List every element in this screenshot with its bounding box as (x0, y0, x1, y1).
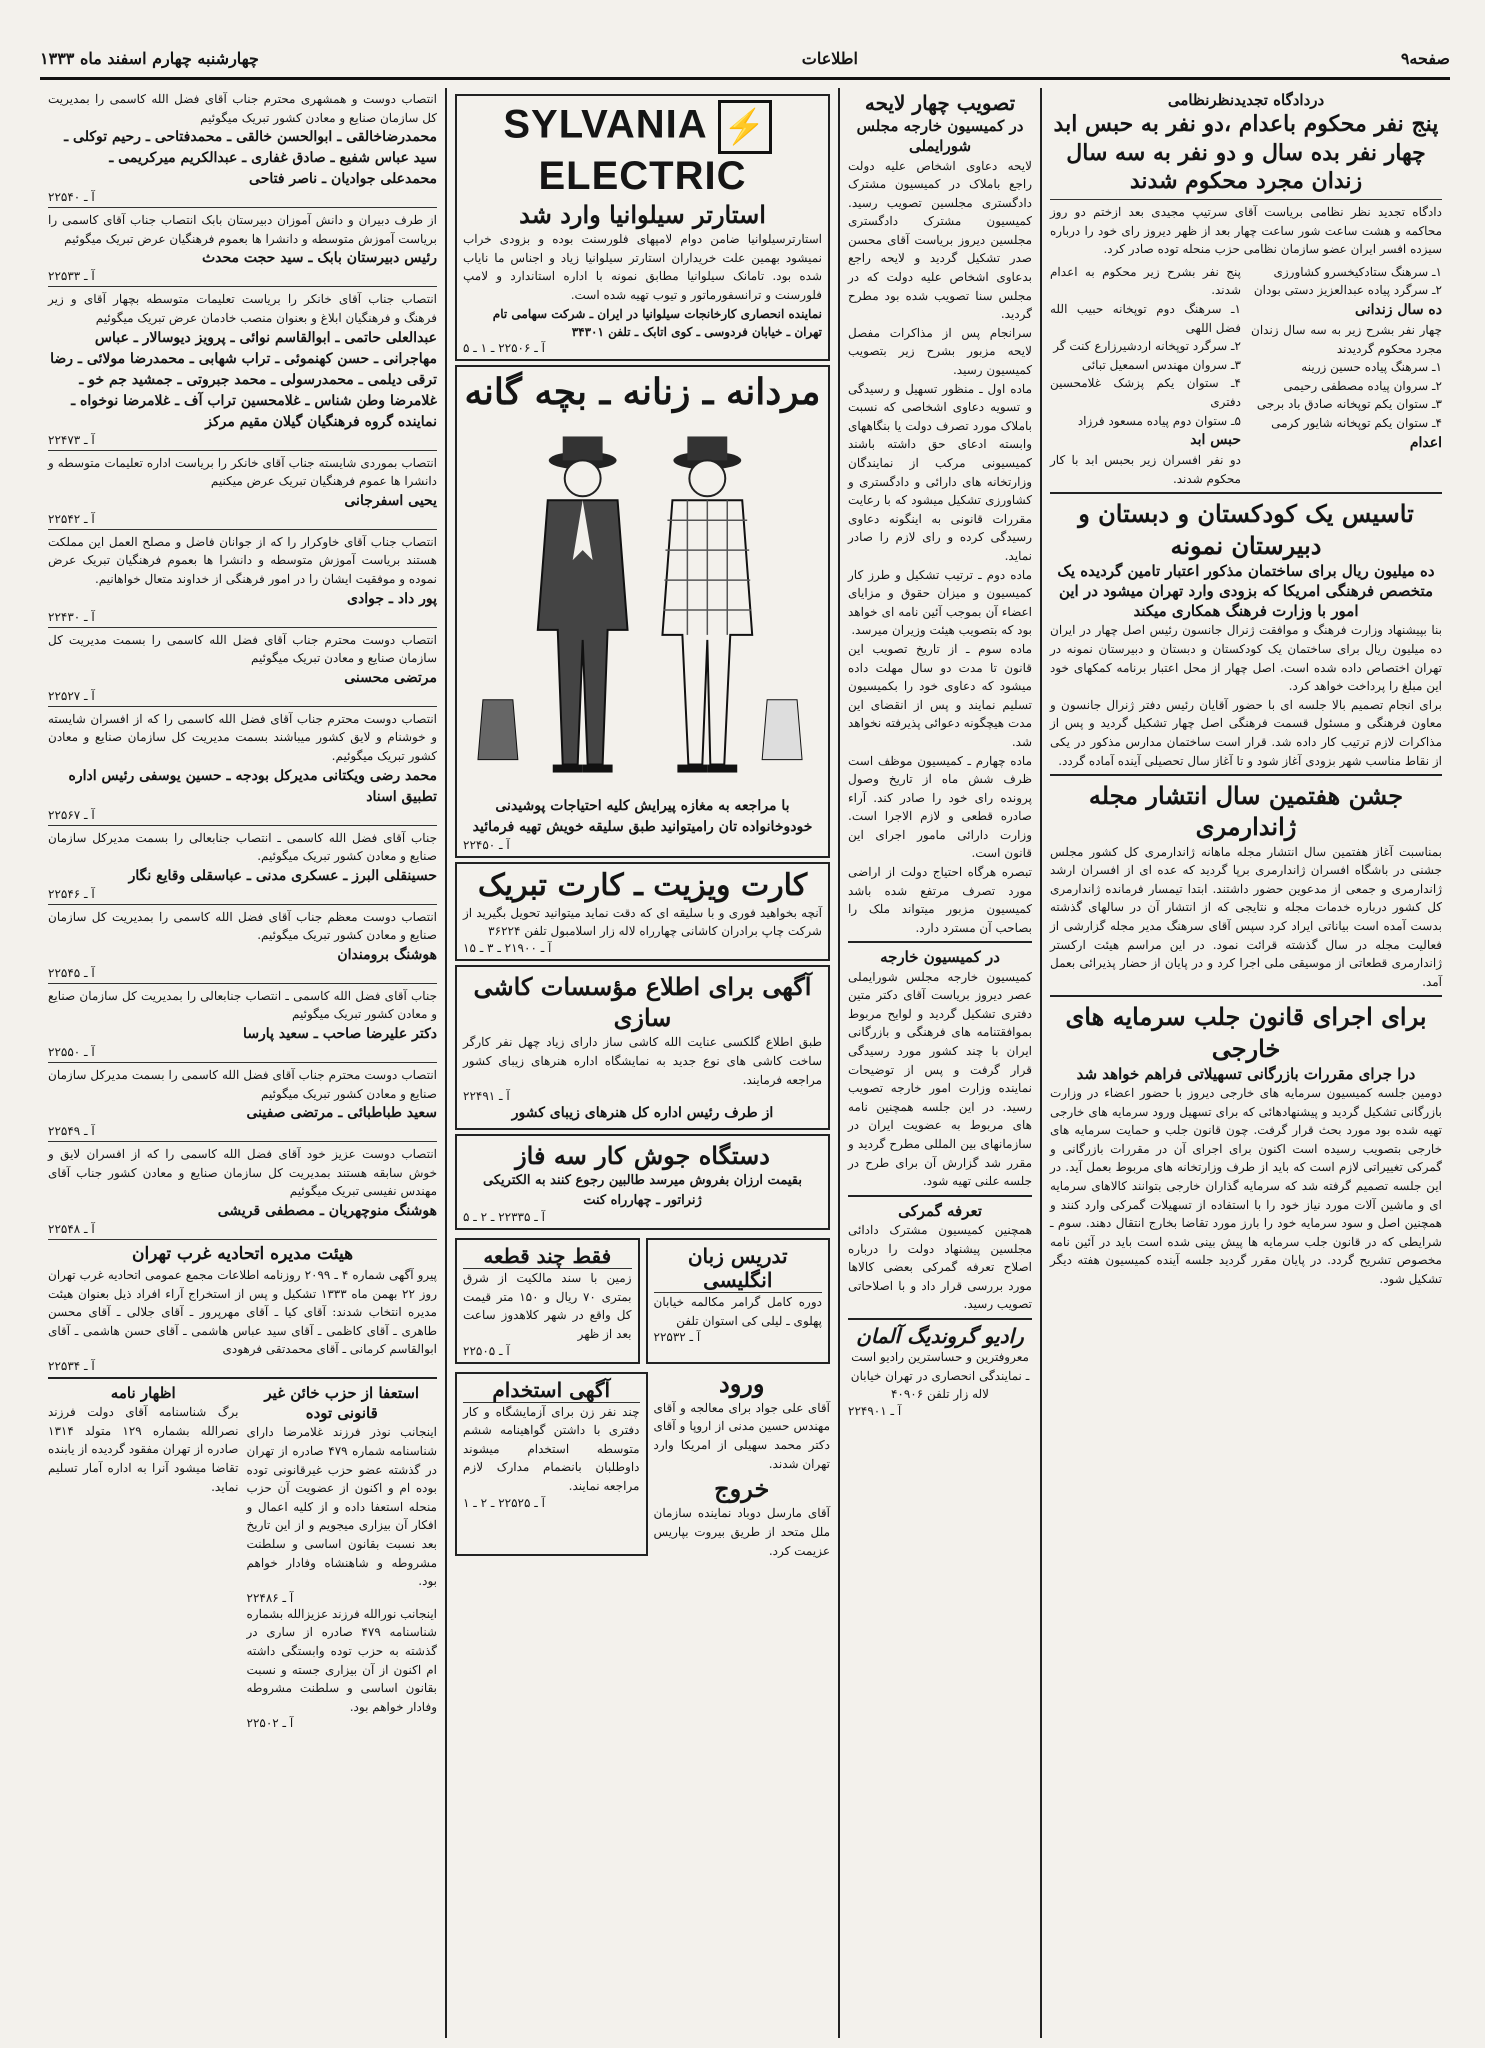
section-text: آقای مارسل دوباد نماینده سازمان ملل متحد از طریق بیروت بپاریس عزیمت کرد. (653, 1506, 830, 1558)
notice-text: انتصاب دوست محترم جناب آقای فضل الله کاسمی را بسمت مدیریت کل سازمان صنایع و معادن تبریک میگوئیم (48, 632, 437, 666)
small-ads-row (455, 1234, 830, 1367)
notice-code: آ ـ ۲۲۵۴۰ (48, 190, 95, 205)
newspaper-name: اطلاعات (801, 49, 858, 68)
resignation-notice (247, 1383, 438, 1730)
notice-text: انتصاب دوست و همشهری محترم جناب آقای فضل الله کاسمی را بمدیریت کل سازمان صنایع و معادن کشور تبریک میگوئیم (48, 92, 437, 125)
notice-code: آ ـ ۲۲۵۲۷ (48, 688, 95, 703)
section-label: حبس ابد (1190, 432, 1241, 449)
notice-code: آ ـ ۲۲۵۴۸ (48, 1222, 95, 1237)
ad-code: آ ـ ۲۲۴۹۰۱ (848, 1403, 902, 1418)
union-title: هیئت مدیره اتحادیه غرب تهران (131, 1244, 354, 1265)
ad-code: آ ـ ۲۲۵۰۶ ـ ۱ ـ ۵ (463, 340, 545, 355)
notice-text: انتصاب دوست محترم جناب آقای فضل الله کاسمی را بسمت مدیرکل سازمان صنایع و معادن کشور تبریک میگوئیم (48, 1068, 437, 1101)
article-headline: پنج نفر محکوم باعدام ،دو نفر به حبس ابد چهار نفر بده سال و دو نفر به سه سال زندان مجرد محکوم شدند (1053, 111, 1439, 195)
union-text: پیرو آگهی شماره ۴ ـ ۲۰۹۹ روزنامه اطلاعات مجمع عمومی اتحادیه غرب تهران روز ۲۲ بهمن ماه ۱۳۳۳ تشکیل و پس از استخراج آراء افراد ذیل بعنوان هیئت مدیره انتخاب شدند: آقای کیا ـ آقای مهرپرور ـ آقای جلالی ـ آقای محسن طاهری ـ آقای کاظمی ـ آقای سید عباس هاشمی ـ آقای حسن هاشمی ـ آقای ابوالقاسم کرمانی ـ آقای محمدتقی فرهودی (48, 1267, 437, 1357)
notice-text: انتصاب جناب آقای خاوکرار را که از جوانان فاضل و مصلح العمل این مملکت هستند بریاست آموزش متوسطه و دانشرا ها بعموم فرهنگیان تبریک عرض نموده و موفقیت ایشان را در امور فرهنگی از خداوند متعال خواهانیم. (48, 534, 437, 586)
article-subheadline: ده میلیون ریال برای ساختمان مذکور اعتبار تامین گردیده یک متخصص فرهنگی امریکا که بزودی وارد تهران میشود در این امور با وزارت فرهنگ همکاری میکند (1057, 561, 1435, 621)
notice-names: هوشنگ منوچهریان ـ مصطفی قریشی (217, 1203, 437, 1220)
article-body: دادگاه تجدید نظر نظامی بریاست آقای سرتیپ مجیدی بعد ازختم دو روز محاکمه و هشت ساعت شور ساعت چهار بعد از ظهر دیروز رای خود را درباره سیزده افسر ایران عضو سازمان نظامی حزب منحله توده صادر کرد. (1050, 205, 1442, 257)
notice (48, 1066, 437, 1142)
list-item: ۳ـ ستوان یکم توپخانه صادق باد برجی (1256, 397, 1442, 412)
notice (48, 290, 437, 450)
list-item: ده سال زندانی (1355, 302, 1442, 318)
ad-code: آ ـ ۲۲۳۳۵ ـ ۲ ـ ۵ (463, 1210, 545, 1225)
article-headline: تصویب چهار لایحه (864, 91, 1016, 115)
notice (48, 829, 437, 905)
page-number: صفحه۹ (1400, 49, 1450, 68)
article-body: ماده اول ـ منظور تسهیل و رسیدگی و تسویه دعاوی اشخاصی که نسبت باملاک مورد تصرف دولت یا بنگاههای وابسته ادعای حق داشته باشند کمیسیونی مرکب از نمایندگان وزارتخانه های دارائی و دادگستری و کشاورزی تشکیل میشود که با رعایت مقررات قانونی به اینگونه دعاوی رسیدگی کرده و رای لازم را صادر نماید. (848, 381, 1032, 563)
arrival-departure (654, 1368, 831, 1561)
list-item: ۱ـ سرهنگ پیاده حسین زرینه (1301, 360, 1442, 375)
notices-list (48, 90, 437, 1240)
ad-text: زمین با سند مالکیت از شرق بمتری ۷۰ ریال و ۱۵۰ متر قیمت کل واقع در شهر کلاهدوز ساعت بعد از ظهر (463, 1271, 632, 1342)
list-item: ۴ـ ستوان یکم پزشک غلامحسین دفتری (1050, 376, 1241, 409)
notice-code: آ ـ ۲۲۵۶۷ (48, 807, 95, 822)
notice-text: جناب آقای فضل الله کاسمی ـ انتصاب جنابعالی را بسمت مدیرکل سازمان صنایع و معادن کشور تبریک میگوئیم. (48, 830, 437, 864)
hire-ad (455, 1372, 648, 1557)
notice-title: استعفا از حزب خائن غیر قانونی توده (264, 1383, 420, 1423)
notice (48, 454, 437, 530)
article-body: برای انجام تصمیم بالا جلسه ای با حضور آقایان رئیس دفتر ژنرال جانسون و معاون فرهنگی و مسئول قسمت فرهنگی اصل چهار تشکیل گردید و پس از مذاکرات لازم ترتیب کار داده شد. قرار است ساختمان مدارس مذکور در یکی از نقاط مناسب شهر بزودی آغاز شود و تا آغاز سال تحصیلی آینده آماده گردد. (1050, 697, 1442, 768)
article-body: بمناسبت آغاز هفتمین سال انتشار مجله ماهانه ژاندارمری کل کشور مجلس جشنی در باشگاه افسران ژاندارمری برپا گردید که عده ای از افسران ارشد ژاندارمری و جمعی از مدعوین حضور داشتند. ابتدا تیمسار فرمانده ژاندارمری کل کشور درباره خدمات مجله و نتایجی که از انتشار آن در سالهای گذشته بدست آمده است بیاناتی ایراد کرد سپس آقای سرهنگ مدیر مجله گزارشی از فعالیت مجله در سال گذشته قرائت نمود. در این مراسم هیئت ارکستر ژاندارمری قطعاتی از موسیقی ملی اجرا کرد و در پایان از حضار پذیرائی بعمل آمد. (1050, 844, 1442, 989)
notice-names: سعید طباطبائی ـ مرتضی صفینی (246, 1105, 437, 1122)
list-item: ۵ـ ستوان دوم پیاده مسعود فرزاد (1077, 413, 1241, 428)
ad-title: دستگاه جوش کار سه فاز (515, 1141, 770, 1171)
issue-date: چهارشنبه چهارم اسفند ماه ۱۳۳۳ (40, 49, 259, 68)
sylvania-logo (463, 100, 822, 199)
ad-title: فقط چند قطعه (463, 1244, 632, 1269)
notices-column (40, 88, 445, 2038)
notice (48, 908, 437, 984)
article-body: کمیسیون خارجه مجلس شورایملی عصر دیروز بریاست آقای دکتر متین دفتری تشکیل گردید و لوایح مربوط بموافقتنامه های فرهنگی و بازرگانی ایران با چند کشور مورد رسیدگی قرار گرفت و پس از توضیحات نماینده وزارت امور خارجه تصویب رسید. در این جلسه همچنین نامه های مربوط به عضویت ایران در سازمانهای بین المللی مطرح گردید و مقرر شد گزارش آن برای طرح در جلسه علنی تهیه شود. (848, 969, 1032, 1189)
list-item: دو نفر افسران زیر بحبس ابد با کار محکوم شدند. (1050, 453, 1241, 486)
notice-text: اینجانب نورالله فرزند عزیزالله بشماره شناسنامه ۴۷۹ صادره از ساری در گذشته به حزب توده وابستگی داشته ام اکنون از آن بیزاری جسته و نسبت بقانون اساسی و سلطنت مشروطه وفادار خواهم بود. (246, 1606, 437, 1714)
notice-code: آ ـ ۲۲۵۴۲ (48, 511, 95, 526)
ad-text: دوره کامل گرامر مکالمه خیابان پهلوی ـ لیلی کی استوان تلفن (653, 1295, 822, 1328)
card-ad (455, 862, 830, 961)
section-title: خروج (714, 1474, 770, 1504)
news-column-second (840, 88, 1040, 2038)
tile-ad (455, 965, 830, 1130)
notice-names: هوشنگ برومندان (337, 946, 437, 963)
land-ad (455, 1238, 640, 1363)
ad-text: بقیمت ارزان بفروش میرسد طالبین رجوع کنند به الکتریکی ژنراتور ـ چهارراه کنت (483, 1173, 802, 1208)
article-headline: تعرفه گمرکی (898, 1201, 982, 1220)
article-subheadline: درا جرای مقررات بازرگانی تسهیلاتی فراهم خواهد شد (1076, 1064, 1416, 1083)
notice-text: انتصاب بموردی شایسته جناب آقای خانکر را بریاست اداره تعلیمات متوسطه و دانشرا ها عموم فرهنگیان تبریک عرض میکنیم (48, 455, 437, 489)
ads-column (447, 88, 838, 2038)
ad-code: آ ـ ۲۱۹۰۰ ـ ۳ ـ ۱۵ (463, 940, 552, 955)
article-subheadline: در کمیسیون خارجه مجلس شورایملی (856, 117, 1024, 156)
list-item: ۱ـ سرهنگ ستادکیخسرو کشاورزی (1273, 264, 1442, 279)
notice-names: یحیی اسفرجانی (344, 492, 437, 509)
two-men-in-suits-icon (463, 420, 822, 790)
notice-code: آ ـ ۲۲۵۴۵ (48, 965, 95, 980)
ad-code: آ ـ ۲۲۴۹۱ (463, 1089, 510, 1104)
ad-footer: از طرف رئیس اداره کل هنرهای زیبای کشور (511, 1105, 774, 1122)
list-item: ۲ـ سروان پیاده مصطفی رحیمی (1283, 378, 1442, 393)
ad-text: چند نفر زن برای آزمایشگاه و کار دفتری با داشتن گواهینامه ششم متوسطه استخدام میشوند داوطلبان بانضمام مدارک لازم مراجعه نمایند. (463, 1404, 640, 1494)
notice-code: آ ـ ۲۲۵۴۶ (48, 886, 95, 901)
notice-names: رئیس دبیرستان بابک ـ سید حجت محدث (201, 250, 437, 267)
notice-code: آ ـ ۲۲۴۳۰ (48, 609, 95, 624)
article-kicker: دردادگاه تجدیدنظرنظامی (1167, 91, 1325, 109)
notice-names: محمدرضاخالقی ـ ابوالحسن خالقی ـ محمدفتاحی ـ رحیم توکلی ـ سید عباس شفیع ـ صادق غفاری ـ عبدالکریم میرکریمی ـ محمدعلی جوادیان ـ ناصر فتاحی (64, 129, 437, 188)
ad-title: آگهی استخدام (463, 1378, 640, 1403)
news-column-right (1042, 88, 1450, 2038)
ad-agent: نماینده انحصاری کارخانجات سیلوانیا در ایران ـ شرکت سهامی تام تهران ـ خیابان فردوسی ـ کوی اتابک ـ تلفن ۳۴۳۰۱ (492, 306, 822, 339)
notice-names: مرتضی محسنی (344, 669, 437, 686)
notice-text: جناب آقای فضل الله کاسمی ـ انتصاب جنابعالی را بمدیریت کل سازمان صنایع و معادن کشور تبریک میگوئیم (48, 988, 437, 1022)
ad-code: آ ـ ۲۲۵۳۲ (653, 1330, 701, 1345)
article-body: ماده سوم ـ از تاریخ تصویب این قانون تا مدت دو سال مهلت داده میشود که دعاوی خود را بکمیسیون تسلیم نمایند و پس از انقضای این مدت هیچگونه دعوائی پذیرفته نخواهد شد. (848, 641, 1032, 749)
notice-text: اینجانب نوذر فرزند غلامرضا دارای شناسنامه شماره ۴۷۹ صادره از تهران در گذشته عضو حزب غیرقانونی توده بوده ام و اکنون از عضویت آن حزب منحله استعفا داده و از کلیه اعمال و افکار آن بیزاری میجویم و از این تاریخ بعد نسبت بقانون اساسی و سلطنت مشروطه و شاهنشاه وفادار خواهم بود. (246, 1425, 438, 1589)
lost-document-notice (48, 1383, 239, 1730)
section-text: آقای علی جواد برای معالجه و آقای مهندس حسین مدنی از اروپا و آقای دکتر محمد سهیلی از امریکا وارد تهران شدند. (653, 1400, 830, 1471)
ad-title: استارتر سیلوانیا وارد شد (519, 200, 766, 229)
notice-code: آ ـ ۲۲۵۰۲ (246, 1716, 294, 1731)
sentence-lists (1050, 263, 1442, 489)
ad-title: آگهی برای اطلاع مؤسسات کاشی سازی (473, 971, 812, 1033)
notice-code: آ ـ ۲۲۴۸۶ (246, 1590, 294, 1605)
ad-text: آنچه بخواهید فوری و با سلیقه ای که دقت نماید میتوانید تحویل بگیرید از شرکت چاپ برادران کاشانی چهارراه لاله زار اسلامبول تلفن ۳۶۲۲۴ (463, 905, 822, 939)
notice-code: آ ـ ۲۲۵۳۴ (48, 1358, 95, 1373)
ad-title: کارت ویزیت ـ کارت تبریک (477, 867, 808, 903)
article-body: بنا بپیشنهاد وزارت فرهنگ و موافقت ژنرال جانسون رئیس اصل چهار در ایران ده میلیون ریال برای ساختمان یک کودکستان و دبستان و دبیرستان نمونه در تهران اختصاص داده شده است. اصل چهار از محل اعتبار برنامه کمکهای خود این مبلغ را پرداخت خواهد کرد. (1050, 623, 1442, 694)
article-body: همچنین کمیسیون مشترک دادائی مجلسین پیشنهاد دولت را درباره اصلاح تعرفه گمرکی بعضی کالاها مورد بررسی قرار داد و با اصلاحاتی تصویب رسید. (848, 1223, 1032, 1312)
ad-text: طبق اطلاع گلکسی عنایت الله کاشی ساز دارای زیاد چهل نفر کارگر ساخت کاشی های نوع جدید به نمایشگاه اداره هنرهای زیبای کشور مراجعه فرمایند. (463, 1035, 822, 1087)
page-header (40, 40, 1450, 80)
small-ads-row (455, 1368, 830, 1561)
notice (48, 533, 437, 628)
article-body: دومین جلسه کمیسیون سرمایه های خارجی دیروز با حضور اعضاء در وزارت بازرگانی تشکیل گردید و پیشنهادهائی که برای تسهیل ورود سرمایه های خارجی تهیه شده بود مورد بحث قرار گرفت. چون قانون جلب و حمایت سرمایه های خارجی بتصویب رسیده است اکنون برای اجرای آن در مقررات بازرگانی و گمرکی تغییراتی لازم است که باید از طرف وزارتخانه های مربوط بعمل آید. در این جلسه تصمیم گرفته شد که سرمایه گذاران خارجی بتوانند کالاهای سرمایه ای و ماشین آلات مورد نیاز خود را با استفاده از تسهیلات گمرکی وارد کنند و همچنین اصل و سود سرمایه خود را بارز مورد تقاضا بخارج انتقال دهند. سوم ـ شرایطی که در قانون جلب سرمایه ها پیش بینی شده است باید در آئین نامه مخصوص تشریح گردد. در پایان مقرر گردید جلسه آینده کمیسیون هفته دیگر تشکیل شود. (1050, 1085, 1442, 1286)
section-title: ورود (719, 1368, 765, 1398)
ad-text: استارترسیلوانیا ضامن دوام لامپهای فلورسنت بوده و بزودی خراب نمیشود بهمین علت خریداران استارتر سیلوانیا زیاد و اجناس ما نایاب شده بود. تامانک سیلوانیا مطابق نمونه با اداره استاندارد و لامپ فلورسنت و ترانسفورماتور و تیوب تهیه شده است. (463, 232, 822, 302)
brand-right: ELECTRIC (538, 154, 747, 198)
welding-ad (455, 1134, 830, 1230)
notice (48, 987, 437, 1063)
english-ad (646, 1238, 831, 1363)
notice (48, 90, 437, 208)
notice-code: آ ـ ۲۲۵۵۰ (48, 1045, 95, 1060)
article-body: ماده دوم ـ ترتیب تشکیل و طرز کار کمیسیون و میزان حقوق و مزایای اعضاء آن بموجب آئین نامه ای خواهد بود که بتصویب هیئت وزیران میرسد. (848, 567, 1032, 638)
notice (48, 710, 437, 826)
ad-code: آ ـ ۲۲۵۰۵ (463, 1343, 510, 1358)
notice-names: محمد رضی ویکتانی مدیرکل بودجه ـ حسین یوسفی رئیس اداره تطبیق اسناد (68, 767, 437, 805)
notice-code: آ ـ ۲۲۴۷۳ (48, 432, 95, 447)
notice-names: دکتر علیرضا صاحب ـ سعید پارسا (243, 1026, 437, 1043)
list-item: ۱ـ سرهنگ دوم توپخانه حبیب الله فضل اللهی (1050, 302, 1241, 335)
list-item: پنج نفر بشرح زیر محکوم به اعدام شدند. (1050, 264, 1241, 298)
notice-text: انتصاب جناب آقای خانکر را بریاست تعلیمات متوسطه بچهار آقای و زیر فرهنگ و فرهنگیان ابلاغ و بعنوان منصب خادمان عرض تبریک میگوئیم (48, 292, 437, 325)
bottom-notices (48, 1383, 437, 1730)
notice-text: برگ شناسنامه آقای دولت فرزند نصرالله بشماره ۱۲۹ متولد ۱۳۱۴ صادره از تهران مفقود گردیده از یابنده تقاضا میشود آنرا به اداره آمار تسلیم نماید. (48, 1405, 239, 1494)
notice-names: حسینقلی البرز ـ عسکری مدنی ـ عباسقلی وقایع نگار (128, 867, 437, 884)
ad-title: تدریس زبان انگلیسی (654, 1244, 823, 1293)
notice-code: آ ـ ۲۲۵۳۳ (48, 269, 95, 284)
clothing-ad (455, 365, 830, 858)
notice-code: آ ـ ۲۲۵۴۹ (48, 1124, 95, 1139)
radio-ad-title: رادیو گروندیگ آلمان (856, 1324, 1024, 1349)
notice (48, 1145, 437, 1240)
article-body: سرانجام پس از مذاکرات مفصل لایحه مزبور بشرح زیر بتصویب کمیسیون رسید. (848, 325, 1032, 378)
article-headline: تاسیس یک کودکستان و دبستان و دبیرستان نمونه (1078, 499, 1414, 560)
article-body: ماده چهارم ـ کمیسیون موظف است ظرف شش ماه از تاریخ وصول پرونده رای خود را صادر کند. آراء صادره قطعی و لازم الاجرا است. وزارت دارائی مامور اجرای این قانون است. (848, 753, 1032, 861)
ad-text: با مراجعه به مغازه پیرایش کلیه احتیاجات پوشیدنی خودوخانواده تان رامیتوانید طبق سلیقه خویش تهیه فرمائید (472, 797, 813, 835)
article-body: لایحه دعاوی اشخاص علیه دولت راجع باملاک در کمیسیون مشترک دادگستری مجلسین تصویب رسید. کمیسیون مشترک دادگستری مجلسین دیروز بریاست آقای محسن صدر تشکیل گردید و لایحه راجع بدعاوی اشخاص علیه دولت که در مجلس سنا تصویب شده بود مطرح گردید. (848, 158, 1032, 322)
ad-code: آ ـ ۲۲۵۲۵ ـ ۲ ـ ۱ (463, 1495, 545, 1510)
ad-title: مردانه ـ زنانه ـ بچه گانه (464, 370, 821, 413)
list-item: ۲ـ سرگرد پیاده عبدالعزیز دستی بودان (1253, 283, 1442, 298)
article-headline: برای اجرای قانون جلب سرمایه های خارجی (1065, 1002, 1427, 1063)
brand-left: SYLVANIA (503, 102, 708, 147)
suits-illustration (463, 420, 822, 790)
article-headline: جشن هفتمین سال انتشار مجله ژاندارمری (1088, 781, 1404, 842)
notice (48, 211, 437, 287)
notice-text: از طرف دبیران و دانش آموزان دبیرستان بابک انتصاب جناب آقای کاسمی را بریاست آموزش متوسطه و دانشرا ها بعموم فرهنگیان عرض تبریک میگوئیم (48, 213, 437, 246)
section-label: اعدام (1409, 434, 1442, 451)
ad-code: آ ـ ۲۲۴۵۰ (463, 837, 510, 852)
notice-text: انتصاب دوست محترم جناب آقای فضل الله کاسمی را که از افسران شایسته و خوشنام و لایق کشور میباشند بسمت مدیریت کل سازمان صنایع و معادن کشور تبریک میگوئیم. (48, 711, 437, 763)
notice-names: عبدالعلی حاتمی ـ ابوالقاسم نوائی ـ پرویز دیوسالار ـ عباس مهاجرانی ـ حسن کهنموئی ـ تراب شهابی ـ محمدرضا مولائی ـ رضا ترقی دیلمی ـ محمدرسولی ـ محمد جبروتی ـ جمشید جم خو ـ غلامرضا وطن شناس ـ غلامحسین تراب آف ـ غلامرضا نوخواه ـ نماینده گروه فرهنگیان گیلان مقیم مرکز (50, 329, 437, 430)
list-item: ۲ـ سرگرد توپخانه اردشیرزارع کنت گر (1053, 339, 1241, 354)
notice-title: اظهار نامه (110, 1383, 176, 1402)
article-headline: در کمیسیون خارجه (880, 948, 1000, 967)
list-item: ۳ـ سروان مهندس اسمعیل تبائی (1081, 357, 1241, 372)
list-item: چهار نفر بشرح زیر به سه سال زندان مجرد محکوم گردیدند (1251, 323, 1442, 356)
notice (48, 631, 437, 707)
article-body: تبصره هرگاه احتیاج دولت از اراضی مورد تصرف مرتفع شده باشد کمیسیون مزبور میتواند ملک را بصاحب آن مسترد دارد. (848, 865, 1032, 935)
lightning-bolt-icon: ⚡ (718, 100, 772, 154)
notice-text: انتصاب دوست معظم جناب آقای فضل الله کاسمی را بمدیریت کل سازمان صنایع و معادن کشور تبریک میگوئیم. (48, 909, 437, 943)
radio-ad-text: معروفترین و حساسترین رادیو است ـ نمایندگی انحصاری در تهران خیابان لاله زار تلفن ۴۰۹۰۶ (850, 1350, 1030, 1402)
list-item: ۴ـ ستوان یکم توپخانه شایور کرمی (1271, 415, 1442, 430)
sylvania-ad (455, 94, 830, 361)
notice-text: انتصاب دوست عزیز خود آقای فضل الله کاسمی را که از افسران لایق و خوش سابقه هستند بمدیریت کل سازمان صنایع و معادن کشور جناب آقای مهندس نفیسی تبریک میگوئیم (48, 1147, 437, 1199)
notice-names: پور داد ـ جوادی (347, 590, 437, 607)
